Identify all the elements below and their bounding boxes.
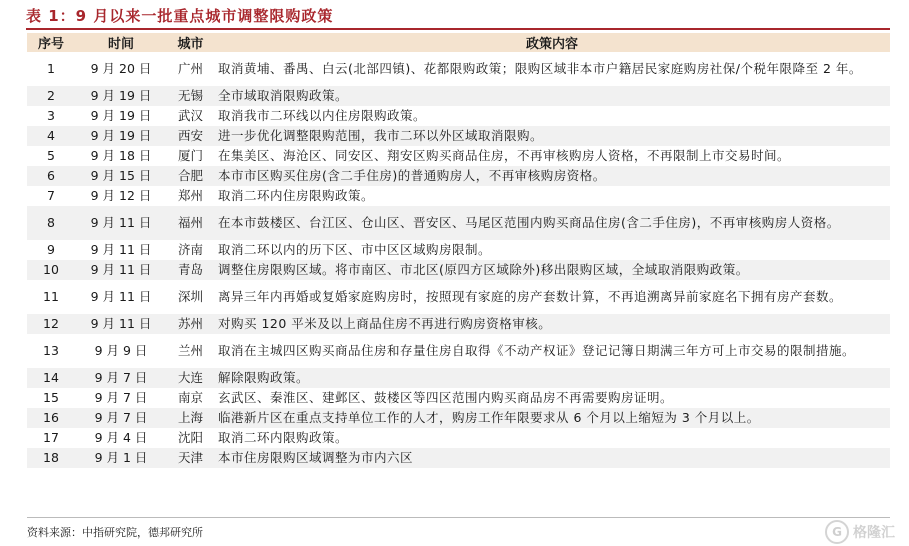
cell-city: 广州 xyxy=(177,61,203,76)
cell-time: 9 月 4 日 xyxy=(94,430,148,445)
g-logo-icon: G xyxy=(825,520,849,544)
cell-policy: 解除限购政策。 xyxy=(218,370,310,385)
cell-city: 郑州 xyxy=(177,188,203,203)
table-row xyxy=(27,368,890,388)
cell-time: 9 月 15 日 xyxy=(90,168,152,183)
cell-city: 兰州 xyxy=(177,343,203,358)
table-row xyxy=(27,86,890,106)
cell-no: 2 xyxy=(47,88,55,103)
cell-city: 济南 xyxy=(177,242,203,257)
cell-time: 9 月 11 日 xyxy=(90,289,152,304)
table-row xyxy=(27,260,890,280)
cell-city: 西安 xyxy=(177,128,203,143)
table-row xyxy=(27,408,890,428)
cell-time: 9 月 7 日 xyxy=(94,370,148,385)
cell-time: 9 月 12 日 xyxy=(90,188,152,203)
table-row xyxy=(27,186,890,206)
policy-table xyxy=(27,33,890,468)
cell-policy: 玄武区、秦淮区、建邺区、鼓楼区等四区范围内购买商品房不再需要购房证明。 xyxy=(218,390,674,405)
cell-policy: 取消我市二环线以内住房限购政策。 xyxy=(218,108,427,123)
watermark-text: 格隆汇 xyxy=(853,525,895,541)
table-row xyxy=(27,334,890,368)
cell-no: 18 xyxy=(43,450,59,465)
cell-city: 苏州 xyxy=(177,316,203,331)
cell-policy: 离异三年内再婚或复婚家庭购房时，按照现有家庭的房产套数计算，不再追溯离异前家庭名下拥有房产套数。 xyxy=(218,289,843,304)
cell-city: 大连 xyxy=(177,370,203,385)
cell-city: 青岛 xyxy=(177,262,203,277)
table-row xyxy=(27,126,890,146)
cell-time: 9 月 19 日 xyxy=(90,108,152,123)
cell-policy: 在本市鼓楼区、台江区、仓山区、晋安区、马尾区范围内购买商品住房(含二手住房)，不再审核购房人资格。 xyxy=(218,215,840,230)
cell-time: 9 月 1 日 xyxy=(94,450,148,465)
cell-city: 沈阳 xyxy=(177,430,203,445)
cell-policy: 对购买 120 平米及以上商品住房不再进行购房资格审核。 xyxy=(218,316,552,331)
table-row xyxy=(27,106,890,126)
cell-policy: 取消二环内住房限购政策。 xyxy=(218,188,375,203)
cell-policy: 进一步优化调整限购范围，我市二环以外区域取消限购。 xyxy=(218,128,544,143)
cell-time: 9 月 11 日 xyxy=(90,242,152,257)
cell-time: 9 月 7 日 xyxy=(94,390,148,405)
cell-city: 深圳 xyxy=(177,289,203,304)
cell-policy: 本市市区购买住房(含二手住房)的普通购房人，不再审核购房资格。 xyxy=(218,168,606,183)
cell-no: 12 xyxy=(43,316,59,331)
cell-no: 17 xyxy=(43,430,59,445)
cell-city: 厦门 xyxy=(177,148,203,163)
cell-city: 武汉 xyxy=(177,108,203,123)
cell-time: 9 月 11 日 xyxy=(90,215,152,230)
cell-policy: 在集美区、海沧区、同安区、翔安区购买商品住房，不再审核购房人资格，不再限制上市交易时间。 xyxy=(218,148,791,163)
cell-policy: 本市住房限购区域调整为市内六区 xyxy=(218,450,414,465)
cell-no: 6 xyxy=(47,168,55,183)
cell-policy: 临港新片区在重点支持单位工作的人才，购房工作年限要求从 6 个月以上缩短为 3 个月以上。 xyxy=(218,410,760,425)
cell-no: 16 xyxy=(43,410,59,425)
cell-policy: 取消二环以内的历下区、市中区区域购房限制。 xyxy=(218,242,492,257)
cell-time: 9 月 19 日 xyxy=(90,88,152,103)
cell-no: 5 xyxy=(47,148,55,163)
cell-time: 9 月 7 日 xyxy=(94,410,148,425)
cell-no: 14 xyxy=(43,370,59,385)
table-row xyxy=(27,146,890,166)
table-row xyxy=(27,206,890,240)
cell-time: 9 月 19 日 xyxy=(90,128,152,143)
cell-time: 9 月 20 日 xyxy=(90,61,152,76)
cell-no: 10 xyxy=(43,262,59,277)
cell-policy: 取消二环内限购政策。 xyxy=(218,430,349,445)
header-no: 序号 xyxy=(27,33,75,52)
cell-policy: 取消在主城四区购买商品住房和存量住房自取得《不动产权证》登记记簿日期满三年方可上市交易的限制措施。 xyxy=(218,343,856,358)
header-time: 时间 xyxy=(75,33,167,52)
cell-no: 13 xyxy=(43,343,59,358)
cell-time: 9 月 18 日 xyxy=(90,148,152,163)
cell-policy: 全市域取消限购政策。 xyxy=(218,88,349,103)
cell-policy: 调整住房限购区域。将市南区、市北区(原四方区域除外)移出限购区域，全域取消限购政策。 xyxy=(218,262,749,277)
header-policy: 政策内容 xyxy=(214,33,890,52)
cell-time: 9 月 11 日 xyxy=(90,262,152,277)
watermark xyxy=(825,520,895,544)
cell-no: 1 xyxy=(47,61,55,76)
table-header-row xyxy=(27,33,890,52)
cell-policy: 取消黄埔、番禺、白云(北部四镇)、花都限购政策；限购区域非本市户籍居民家庭购房社保/个税年限降至 2 年。 xyxy=(218,61,862,76)
cell-city: 无锡 xyxy=(177,88,203,103)
cell-city: 合肥 xyxy=(177,168,203,183)
table-row xyxy=(27,314,890,334)
table-row xyxy=(27,280,890,314)
cell-no: 9 xyxy=(47,242,55,257)
cell-no: 15 xyxy=(43,390,59,405)
cell-city: 上海 xyxy=(177,410,203,425)
table-caption-bar xyxy=(26,2,890,30)
table-row xyxy=(27,240,890,260)
cell-city: 福州 xyxy=(177,215,203,230)
cell-no: 7 xyxy=(47,188,55,203)
table-row xyxy=(27,448,890,468)
cell-no: 8 xyxy=(47,215,55,230)
cell-city: 天津 xyxy=(177,450,203,465)
cell-time: 9 月 9 日 xyxy=(94,343,148,358)
source-note: 资料来源：中指研究院，德邦研究所 xyxy=(27,517,890,540)
cell-no: 4 xyxy=(47,128,55,143)
table-row xyxy=(27,388,890,408)
table-title: 表 1：9 月以来一批重点城市调整限购政策 xyxy=(26,6,334,25)
cell-time: 9 月 11 日 xyxy=(90,316,152,331)
cell-no: 11 xyxy=(43,289,59,304)
table-row xyxy=(27,428,890,448)
cell-city: 南京 xyxy=(177,390,203,405)
cell-no: 3 xyxy=(47,108,55,123)
header-city: 城市 xyxy=(167,33,214,52)
table-row xyxy=(27,166,890,186)
table-row xyxy=(27,52,890,86)
